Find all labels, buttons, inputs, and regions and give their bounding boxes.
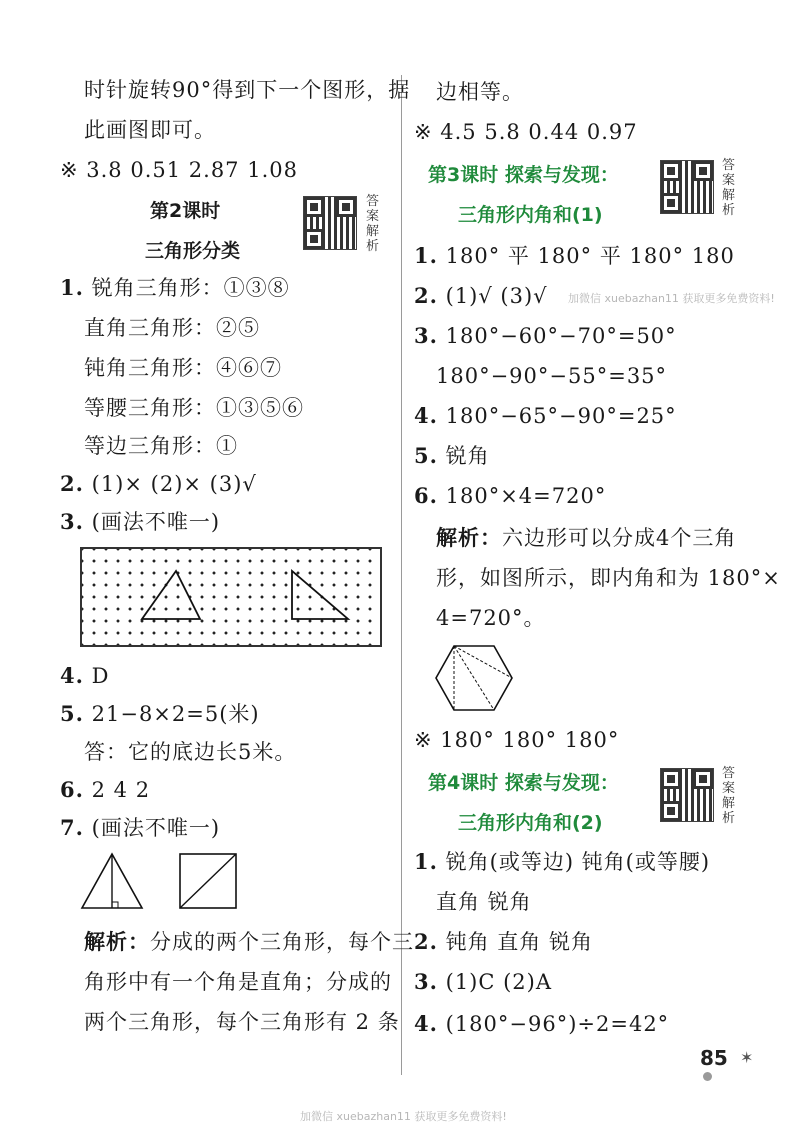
question-1-text: 180° 平 180° 平 180° 180 [445, 244, 735, 268]
question-number: 3. [60, 509, 84, 534]
r-analysis-line-1 [436, 524, 736, 552]
division-figures [80, 852, 260, 912]
r-question-3 [414, 322, 677, 350]
top-line: 边相等。 [436, 80, 524, 104]
question-number: 2. [60, 471, 84, 496]
question-2-text: (1)√ (3)√ [445, 284, 548, 308]
question-1-line-2: 直角三角形：②⑤ [84, 316, 260, 340]
question-1-line-1: 锐角三角形：①③⑧ [91, 276, 290, 300]
question-number: 5. [60, 701, 84, 726]
question-1-line-4: 等腰三角形：①③⑤⑥ [84, 396, 304, 420]
question-6 [60, 776, 150, 804]
qr-code-icon[interactable] [660, 160, 714, 214]
r-question-2 [414, 282, 548, 310]
analysis-line-2: 角形中有一个角是直角；分成的 [84, 970, 392, 994]
question-5-answer: 答：它的底边长5米。 [84, 740, 297, 764]
question-number: 2. [414, 283, 438, 308]
l4-question-2 [414, 928, 593, 956]
qr-label: 答案解析 [722, 766, 736, 826]
analysis-label: 解析： [436, 525, 502, 550]
question-number: 1. [414, 243, 438, 268]
question-7 [60, 814, 220, 842]
question-1 [60, 274, 290, 302]
analysis-text: 分成的两个三角形，每个三 [150, 930, 414, 954]
lesson-subtitle: 三角形分类 [145, 240, 241, 262]
question-number: 6. [414, 483, 438, 508]
question-4-text: 180°−65°−90°=25° [445, 404, 677, 428]
question-3-text: (画法不唯一) [91, 510, 221, 534]
question-5-text: 锐角 [445, 444, 490, 468]
question-number: 4. [60, 663, 84, 688]
l4-question-3 [414, 968, 552, 996]
r-question-5 [414, 442, 490, 470]
dot-decoration-icon [703, 1072, 712, 1081]
l4-question-1 [414, 848, 710, 876]
star-line: ※ 3.8 0.51 2.87 1.08 [60, 158, 298, 182]
lesson-3-subtitle: 三角形内角和(1) [458, 204, 603, 226]
question-4 [60, 662, 109, 690]
page-number: 85 [700, 1046, 728, 1070]
question-number: 6. [60, 777, 84, 802]
question-1-line-3: 钝角三角形：④⑥⑦ [84, 356, 282, 380]
hexagon-figure [432, 642, 516, 714]
column-divider [401, 75, 402, 1075]
lesson-4-subtitle: 三角形内角和(2) [458, 812, 603, 834]
question-3-line-2: 180°−90°−55°=35° [436, 364, 668, 388]
qr-code-icon[interactable] [660, 768, 714, 822]
watermark-text: 加微信 xuebazhan11 获取更多免费资料! [568, 292, 775, 305]
question-1-line-5: 等边三角形：① [84, 434, 238, 458]
lesson-3-title: 第3课时 探索与发现： [428, 164, 619, 186]
question-number: 2. [414, 929, 438, 954]
question-3-text: (1)C (2)A [445, 970, 553, 994]
question-7-text: (画法不唯一) [91, 816, 221, 840]
lesson-4-title: 第4课时 探索与发现： [428, 772, 619, 794]
dot-grid-triangles [80, 547, 382, 647]
question-5-text: 21−8×2=5(米) [91, 702, 260, 726]
qr-label: 答案解析 [366, 194, 380, 254]
question-5 [60, 700, 260, 728]
question-4-text: D [91, 664, 110, 688]
intro-line-1: 时针旋转90°得到下一个图形，据 [84, 78, 411, 102]
r-question-4 [414, 402, 677, 430]
question-number: 5. [414, 443, 438, 468]
l4-question-4 [414, 1010, 669, 1038]
question-number: 1. [414, 849, 438, 874]
question-number: 3. [414, 323, 438, 348]
intro-line-2: 此画图即可。 [84, 118, 216, 142]
star-line-2: ※ 180° 180° 180° [414, 728, 620, 752]
star-decoration-icon: ✶ [740, 1048, 754, 1067]
question-6-text: 2 4 2 [91, 778, 151, 802]
lesson-title: 第2课时 [150, 200, 221, 222]
qr-label: 答案解析 [722, 158, 736, 218]
footer-watermark: 加微信 xuebazhan11 获取更多免费资料! [300, 1110, 507, 1123]
analysis-line-1 [84, 928, 414, 956]
r-question-6 [414, 482, 606, 510]
question-6-text: 180°×4=720° [445, 484, 607, 508]
l4-question-1-line-2: 直角 锐角 [436, 890, 532, 914]
qr-code-icon[interactable] [303, 196, 357, 250]
analysis-label: 解析： [84, 929, 150, 954]
analysis-text: 六边形可以分成4个三角 [502, 526, 737, 550]
question-number: 7. [60, 815, 84, 840]
question-3-line-1: 180°−60°−70°=50° [445, 324, 677, 348]
question-3 [60, 508, 220, 536]
question-2-text: (1)× (2)× (3)√ [91, 472, 257, 496]
question-4-text: (180°−96°)÷2=42° [445, 1012, 670, 1036]
question-1-line-1: 锐角(或等边) 钝角(或等腰) [445, 850, 711, 874]
question-number: 1. [60, 275, 84, 300]
question-2-text: 钝角 直角 锐角 [445, 930, 593, 954]
question-number: 4. [414, 1011, 438, 1036]
star-line-1: ※ 4.5 5.8 0.44 0.97 [414, 120, 638, 144]
r-analysis-line-3: 4=720°。 [436, 606, 546, 630]
question-number: 3. [414, 969, 438, 994]
r-analysis-line-2: 形，如图所示，即内角和为 180°× [436, 566, 781, 590]
r-question-1 [414, 242, 735, 270]
question-number: 4. [414, 403, 438, 428]
analysis-line-3: 两个三角形，每个三角形有 2 条 [84, 1010, 400, 1034]
question-2 [60, 470, 257, 498]
